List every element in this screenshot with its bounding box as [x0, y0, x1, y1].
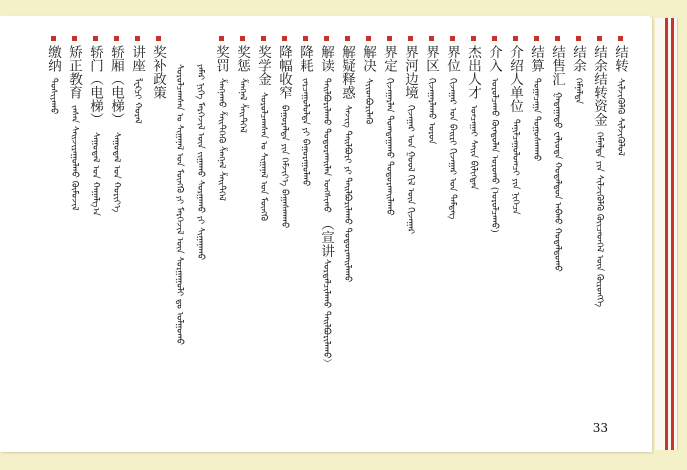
entry-mongolian: ᠰᠢᠢᠳᠪᠦᠷᠢᠯᠡᠬᠦ	[363, 78, 373, 125]
entry-columns	[0, 16, 652, 452]
entry-mongolian: ᠪᠠᠭᠤᠷᠠᠯᠲᠠ ᠶᠢᠨ ᠬᠡᠮᠵᠢᠶ᠎ᠡ ᠪᠠᠭᠠᠰᠬᠠᠬᠤ	[279, 105, 289, 229]
entry-mongolian: ᠲᠠᠢᠯᠪᠤᠷᠢᠯᠠᠬᠤ ᠲᠣᠳᠤᠷᠬᠠᠢᠯᠠᠨ ᠤᠩᠰᠢᠬᠤ	[321, 78, 331, 213]
entry-column	[129, 36, 145, 124]
entry-mongolian: ᠬᠢᠵᠠᠭᠠᠷ ᠤᠨ ᠪᠠᠢᠷᠢ ᠬᠢᠵᠠᠭᠠᠷ ᠤᠨ ᠲᠡᠮᠳᠡᠭ	[447, 78, 457, 220]
entry-bullet	[72, 36, 77, 41]
entry-headword: 介入	[486, 45, 502, 72]
entry-bullet	[387, 36, 392, 41]
entry-column	[192, 36, 208, 260]
entry-headword: 结算	[528, 45, 544, 72]
entry-bullet	[114, 36, 119, 41]
entry-column	[108, 36, 124, 212]
entry-headword: 结余	[570, 45, 586, 72]
entry-column	[297, 36, 313, 186]
entry-bullet	[513, 36, 518, 41]
entry-column	[507, 36, 523, 214]
entry-column	[150, 36, 166, 99]
entry-mongolian: ᠬᠡᠮᠨᠡᠯᠲᠡ	[573, 78, 583, 105]
entry-bullet	[450, 36, 455, 41]
entry-headword: 奖罚	[213, 45, 229, 72]
entry-mongolian: ᠵᠠᠰᠠᠨ ᠰᠠᠢᠵᠢᠷᠠᠭᠤᠯᠬᠤ ᠬᠦᠮᠦᠵᠢᠯ	[69, 105, 79, 211]
entry-mongolian: ᠰᠤᠷᠤᠯᠴᠠᠭᠰᠠᠨ ᠤ ᠰᠢᠭᠠᠨᠠᠯ ᠤᠨ ᠮᠥᠩᠭᠦ	[258, 91, 268, 221]
entry-mongolian: ᠰᠠᠭᠤᠳᠠᠯ ᠤᠨ ᠬᠠᠭᠠᠯᠭ᠎ᠠ	[90, 132, 100, 216]
entry-column	[234, 36, 250, 133]
entry-bullet	[618, 36, 623, 41]
entry-mongolian: ᠬᠢᠵᠠᠭᠠᠷᠯᠠᠨ ᠲᠣᠭᠲᠠᠭᠠᠬᠤ ᠲᠣᠳᠤᠷᠬᠠᠢᠯᠠᠬᠤ	[384, 78, 394, 216]
entry-column	[423, 36, 439, 144]
entry-headword: 结余结转资金	[591, 45, 607, 126]
entry-mongolian: ᠲᠤᠰᠢᠶᠠᠬᠤ	[48, 78, 58, 115]
entry-headword: 奖补政策	[150, 45, 166, 99]
entry-column	[339, 36, 355, 282]
entry-mongolian: ᠵᠠᠷᠴᠠᠭᠤᠯᠤᠯᠲᠠ ᠶᠢ ᠪᠠᠭᠤᠷᠠᠭᠤᠯᠬᠤ	[300, 78, 310, 187]
entry-column	[570, 36, 586, 104]
entry-bullet	[555, 36, 560, 41]
entry-bullet	[471, 36, 476, 41]
entry-headword: 轿门（电梯）	[87, 45, 103, 126]
entry-bullet	[324, 36, 329, 41]
entry-bullet	[345, 36, 350, 41]
page-edge	[674, 18, 678, 450]
entry-mongolian: ᠰᠠᠭᠤᠳᠠᠯ ᠤᠨ ᠬᠤᠷᠢᠶ᠎ᠡ	[111, 132, 121, 213]
entry-headword: 结售汇	[549, 45, 565, 86]
entry-bullet	[366, 36, 371, 41]
entry-bullet	[93, 36, 98, 41]
entry-headword: 解决	[360, 45, 376, 72]
page-number: 33	[592, 421, 608, 435]
entry-mongolian: ᠱᠠᠩᠨᠠᠯ ᠱᠡᠢᠲᠭᠡᠯ	[237, 78, 247, 133]
entry-headword: 结转	[612, 45, 628, 72]
entry-headword: 介绍人单位	[507, 45, 523, 113]
entry-mongolian: ᠣᠷᠣᠯᠴᠠᠬᠤ ᠬᠥᠨᠳᠦᠯᠡᠨ ᠣᠷᠣᠬᠤ (ᠣᠷᠣᠯᠴᠠᠬᠤ)	[489, 78, 499, 233]
entry-bullet	[261, 36, 266, 41]
dictionary-page	[0, 16, 652, 452]
entry-bullet	[492, 36, 497, 41]
entry-bullet	[597, 36, 602, 41]
entry-mongolian: ᠰᠡᠵᠢᠭ ᠲᠠᠢᠯᠪᠤᠷᠢ ᠶᠢ ᠲᠠᠢᠯᠪᠤᠷᠢᠯᠠᠬᠤ ᠲᠣᠳᠤᠷᠬᠠᠢᠯᠠᠬᠤ	[342, 105, 352, 283]
entry-bullet	[156, 36, 161, 41]
entry-headword: 降耗	[297, 45, 313, 72]
entry-mongolian: ᠲᠣᠭᠠᠴᠠᠭᠠ ᠳᠤᠭᠤᠰᠬᠠᠬᠤ	[531, 78, 541, 162]
entry-mongolian: ᠬᠢᠵᠠᠭᠠᠷ ᠤᠨ ᠭᠣᠣᠯ ᠬᠢᠯ ᠦᠨ ᠬᠢᠵᠠᠭᠠᠷ	[405, 105, 415, 234]
entry-headword: 解疑释惑	[339, 45, 355, 99]
entry-mongolian-extra: ᠰᠤᠷᠲᠠᠯᠴᠢᠯᠠᠬᠤ ᠲᠠᠢᠯᠪᠤᠷᠢᠯᠠᠬᠤ）	[321, 259, 331, 368]
entry-column	[213, 36, 229, 201]
entry-column	[87, 36, 103, 216]
entry-column	[381, 36, 397, 216]
entry-column	[612, 36, 628, 156]
entry-column	[486, 36, 502, 233]
entry-headword: 界定	[381, 45, 397, 72]
entry-bullet	[135, 36, 140, 41]
entry-headword: 杰出人才	[465, 45, 481, 99]
entry-bullet	[240, 36, 245, 41]
entry-column	[444, 36, 460, 219]
entry-headword: 解读	[318, 45, 334, 72]
entry-mongolian: ᠣᠨᠴᠠᠭᠠᠢ ᠰᠠᠢᠨ ᠪᠢᠯᠢᠭᠲᠡᠨ	[468, 105, 478, 190]
entry-column	[465, 36, 481, 190]
entry-bullet	[576, 36, 581, 41]
entry-headword: 轿厢（电梯）	[108, 45, 124, 126]
entry-headword: 缴纳	[45, 45, 61, 72]
entry-mongolian: ᠰᠤᠷᠤᠯᠴᠠᠭᠰᠠᠨ ᠤ ᠰᠢᠭᠠᠨᠠᠯ ᠤᠨ ᠮᠥᠩᠭᠦ ᠶᠢ ᠮᠡᠷᠭᠡᠵᠢᠯ ᠦᠨ ᠰᠤᠷᠭᠠᠭᠤᠯᠢ ᠳᠤ ᠣᠯᠭᠣᠬᠤ	[174, 64, 184, 345]
entry-column	[360, 36, 376, 124]
entry-column	[45, 36, 61, 114]
entry-mongolian: ᠱᠠᠩᠨᠠᠬᠤ ᠱᠡᠢᠲᠭᠡᠬᠦ ᠱᠠᠩᠨᠠᠯ ᠱᠡᠢᠲᠭᠡᠯ	[216, 78, 226, 201]
entry-headword: 降幅收窄	[276, 45, 292, 99]
entry-headword: 矫正教育	[66, 45, 82, 99]
entry-headword: 奖学金	[255, 45, 271, 86]
entry-bullet	[429, 36, 434, 41]
entry-bullet	[51, 36, 56, 41]
entry-headword: 讲座	[129, 45, 145, 72]
entry-mongolian: ᠭᠠᠳᠠᠭᠠᠳᠤ ᠸᠠᠯᠢᠦᠲᠠ ᠬᠤᠳᠠᠯᠳᠤᠨ ᠠᠪᠬᠤ ᠬᠤᠳᠠᠯᠳᠤᠬᠤ	[552, 91, 562, 272]
entry-mongolian: ᠯᠧᠺᠴᠢ ᠬᠤᠷᠠᠯ	[132, 78, 142, 124]
entry-column	[549, 36, 565, 271]
entry-column	[66, 36, 82, 211]
entry-column	[318, 36, 334, 368]
entry-bullet	[219, 36, 224, 41]
entry-mongolian: ᠰᠢᠯᠵᠢᠭᠦᠯᠬᠦ ᠰᠢᠯᠵᠢᠭᠦᠯᠦᠯ	[615, 78, 625, 156]
entry-mongolian: ᠶᠠᠮᠠᠷ ᠨᠢᠭᠡ ᠮᠡᠷᠭᠡᠵᠢᠯ ᠦᠨ ᠵᠢᠭᠠᠬᠤ ᠰᠤᠷᠭᠠᠬᠤ ᠶᠢ ᠰᠢᠭᠠᠨᠠᠬᠤ	[195, 64, 205, 261]
entry-column	[591, 36, 607, 307]
entry-bullet	[303, 36, 308, 41]
entry-headword: 界河边境	[402, 45, 418, 99]
entry-column	[402, 36, 418, 234]
entry-mongolian: ᠲᠠᠨᠢᠯᠴᠠᠭᠤᠯᠤᠭᠴᠢ ᠶᠢᠨ ᠨᠢᠭᠡᠴᠡ	[510, 118, 520, 215]
entry-column	[255, 36, 271, 220]
entry-column	[528, 36, 544, 161]
entry-column	[171, 36, 187, 345]
entry-bullet	[282, 36, 287, 41]
entry-column	[276, 36, 292, 228]
entry-headword: 奖惩	[234, 45, 250, 72]
entry-headword: 界位	[444, 45, 460, 72]
entry-mongolian: ᠬᠡᠮᠨᠡᠯᠲᠡ ᠶᠢᠨ ᠰᠢᠯᠵᠢᠭᠦᠯᠬᠦ ᠭᠦᠢᠴᠡᠳᠭᠡᠯ ᠦᠨ ᠬᠥᠷᠥᠩᠭᠡ	[594, 132, 604, 307]
entry-headword-extra: （宣讲	[318, 216, 334, 258]
entry-mongolian: ᠬᠢᠵᠠᠭᠠᠷᠯᠠᠬᠤ ᠣᠷᠣᠨ	[426, 78, 436, 145]
entry-headword: 界区	[423, 45, 439, 72]
entry-bullet	[534, 36, 539, 41]
entry-bullet	[408, 36, 413, 41]
